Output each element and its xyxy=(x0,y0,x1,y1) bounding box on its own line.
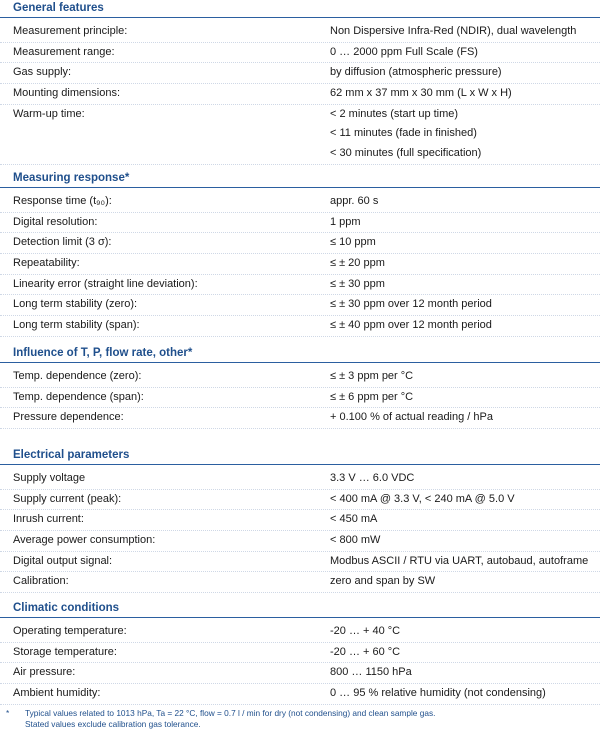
spec-row xyxy=(0,552,600,573)
spec-label: Air pressure: xyxy=(13,666,76,679)
spec-row xyxy=(0,233,600,254)
spec-value-line: zero and span by SW xyxy=(330,575,436,588)
spec-label: Inrush current: xyxy=(13,513,84,526)
spec-value-line: appr. 60 s xyxy=(330,195,379,207)
spec-value xyxy=(330,663,412,683)
spec-label: Pressure dependence: xyxy=(13,411,124,424)
spec-value xyxy=(330,531,380,551)
spec-value-line: ≤ ± 30 ppm xyxy=(330,277,385,290)
spec-value-line: < 11 minutes (fade in finished) xyxy=(330,127,477,140)
spec-label: Repeatability: xyxy=(13,257,80,270)
spec-value-line: Modbus ASCII / RTU via UART, autobaud, autoframe xyxy=(330,554,589,567)
spec-value xyxy=(330,192,378,212)
spec-value-line: ≤ ± 20 ppm xyxy=(330,257,385,270)
section xyxy=(0,447,600,593)
spec-row xyxy=(0,490,600,511)
spec-value xyxy=(330,684,546,704)
spec-label: Gas supply: xyxy=(13,66,72,79)
spec-row xyxy=(0,275,600,296)
spec-row xyxy=(0,43,600,64)
spec-value-line: ≤ ± 40 ppm over 12 month period xyxy=(330,319,492,332)
spec-row xyxy=(0,408,600,429)
spec-value-line: 1 ppm xyxy=(330,215,361,228)
spec-label: Measurement principle: xyxy=(13,25,128,37)
spec-value-line: ≤ ± 6 ppm per °C xyxy=(330,390,414,403)
section-title: General features xyxy=(0,0,600,18)
spec-row xyxy=(0,254,600,275)
spec-row xyxy=(0,295,600,316)
section-title: Electrical parameters xyxy=(0,447,600,465)
spec-value xyxy=(330,408,493,428)
spec-label: Calibration: xyxy=(13,575,69,588)
spec-label: Measurement range: xyxy=(13,45,115,58)
footnote-marker: * xyxy=(6,708,10,718)
spec-value-line: 3.3 V … 6.0 VDC xyxy=(330,472,415,484)
spec-row xyxy=(0,510,600,531)
section xyxy=(0,600,600,705)
spec-row xyxy=(0,213,600,234)
section-title: Measuring response* xyxy=(0,170,600,188)
spec-value xyxy=(330,84,512,104)
spec-value-line: 62 mm x 37 mm x 30 mm (L x W x H) xyxy=(330,87,512,100)
spec-value-line: by diffusion (atmospheric pressure) xyxy=(330,66,502,79)
spec-value xyxy=(330,490,515,510)
spec-row xyxy=(0,84,600,105)
spec-label: Supply current (peak): xyxy=(13,492,122,505)
spec-value-line: ≤ ± 3 ppm per °C xyxy=(330,370,414,382)
spec-value-line: + 0.100 % of actual reading / hPa xyxy=(330,411,493,424)
spec-row xyxy=(0,316,600,337)
spec-label: Average power consumption: xyxy=(13,534,156,547)
spec-row xyxy=(0,388,600,409)
spec-label: Response time (t₉₀): xyxy=(13,195,112,207)
spec-label: Temp. dependence (zero): xyxy=(13,370,142,382)
spec-row xyxy=(0,663,600,684)
spec-label: Digital output signal: xyxy=(13,554,113,567)
spec-label: Storage temperature: xyxy=(13,645,117,658)
footnote-line-2: Stated values exclude calibration gas tolerance. xyxy=(25,719,201,729)
spec-label: Ambient humidity: xyxy=(13,687,101,700)
spec-value xyxy=(330,63,502,83)
spec-value-line: < 400 mA @ 3.3 V, < 240 mA @ 5.0 V xyxy=(330,492,515,505)
spec-value xyxy=(330,622,400,642)
section-title: Climatic conditions xyxy=(0,600,600,618)
spec-label: Detection limit (3 σ): xyxy=(13,236,112,249)
spec-value-line: 0 … 2000 ppm Full Scale (FS) xyxy=(330,45,478,58)
spec-row xyxy=(0,572,600,593)
spec-value-line: -20 … + 40 °C xyxy=(330,625,401,637)
spec-value xyxy=(330,316,492,336)
spec-row xyxy=(0,622,600,643)
spec-row xyxy=(0,367,600,388)
spec-value xyxy=(330,552,588,572)
spec-label: Long term stability (span): xyxy=(13,319,140,332)
spec-value xyxy=(330,295,492,315)
spec-value-line: Non Dispersive Infra-Red (NDIR), dual wavelength xyxy=(330,25,577,37)
spec-value xyxy=(330,22,576,42)
footnote xyxy=(0,708,600,730)
spec-label: Long term stability (zero): xyxy=(13,298,138,311)
spec-value xyxy=(330,233,376,253)
spec-value xyxy=(330,367,413,387)
spec-value xyxy=(330,275,385,295)
spec-value xyxy=(330,43,478,63)
spec-value xyxy=(330,643,400,663)
footnote-line-1: Typical values related to 1013 hPa, Ta = 22 °C, flow = 0.7 l / min for dry (not condensing) and clean sample gas. xyxy=(25,708,436,718)
spec-value-line: < 2 minutes (start up time) xyxy=(330,107,459,120)
spec-value xyxy=(330,572,435,592)
spec-row xyxy=(0,684,600,705)
spec-label: Supply voltage xyxy=(13,472,86,484)
spec-row xyxy=(0,469,600,490)
spec-value xyxy=(330,510,377,530)
section xyxy=(0,170,600,337)
spec-label: Digital resolution: xyxy=(13,215,98,228)
spec-value xyxy=(330,213,361,233)
spec-value-line: ≤ 10 ppm xyxy=(330,236,376,249)
spec-value-line: < 800 mW xyxy=(330,534,381,547)
spec-value xyxy=(330,105,600,164)
spec-value-line: -20 … + 60 °C xyxy=(330,645,401,658)
spec-value-line: ≤ ± 30 ppm over 12 month period xyxy=(330,298,492,311)
section-title: Influence of T, P, flow rate, other* xyxy=(0,345,600,363)
spec-label: Mounting dimensions: xyxy=(13,87,121,100)
spec-row xyxy=(0,531,600,552)
spec-value-line: 0 … 95 % relative humidity (not condensing) xyxy=(330,687,546,700)
spec-label: Warm-up time: xyxy=(13,107,85,120)
section xyxy=(0,345,600,429)
spec-value-line: 800 … 1150 hPa xyxy=(330,666,412,679)
spec-value-line: < 450 mA xyxy=(330,513,378,526)
spec-row xyxy=(0,63,600,84)
spec-value-line: < 30 minutes (full specification) xyxy=(330,147,482,160)
spec-value xyxy=(330,388,413,408)
section xyxy=(0,0,600,165)
spec-label: Temp. dependence (span): xyxy=(13,390,144,403)
spec-row xyxy=(0,105,600,165)
spec-label: Operating temperature: xyxy=(13,625,127,637)
spec-row xyxy=(0,643,600,664)
spec-value xyxy=(330,254,385,274)
spec-row xyxy=(0,192,600,213)
spec-label: Linearity error (straight line deviation): xyxy=(13,277,198,290)
spec-row xyxy=(0,22,600,43)
spec-value xyxy=(330,469,414,489)
